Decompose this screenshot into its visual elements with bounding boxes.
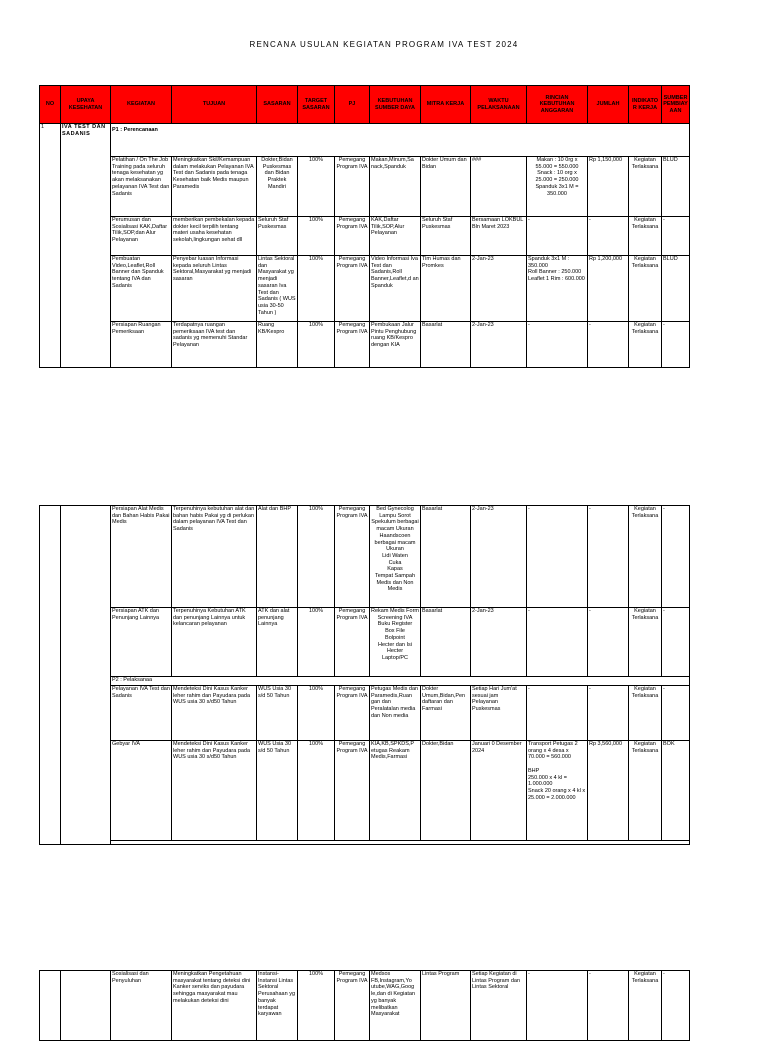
cell-kegiatan: Pembuatan Video,Leaflet,Roll Banner dan Spanduk tentang IVA dan Sadanis bbox=[111, 256, 172, 322]
cell-mitra: Seluruh Staf Puskesmas bbox=[421, 217, 471, 256]
cell-kegiatan: Persiapan Ruangan Pemeriksaan bbox=[111, 322, 172, 368]
cell-waktu: 2-Jan-23 bbox=[471, 322, 527, 368]
cell-tujuan: Mendeteksi Dini Kasus Kanker leher rahim dan Payudara pada WUS usia 30 s/d50 Tahun bbox=[172, 741, 257, 841]
cell-pj: Pemegang Program IVA bbox=[335, 217, 370, 256]
table-row bbox=[40, 157, 690, 217]
table-row bbox=[40, 608, 690, 677]
cell-tujuan: Terpenuhinya kebutuhan alat dan bahan habis Pakai yg di perlukan dalam pelayanan IVA Test dan Sadanis bbox=[172, 506, 257, 608]
cell-rincian: - bbox=[527, 506, 588, 608]
table-row bbox=[40, 217, 690, 256]
cell-kebutuhan: Pembukaan Jalur Pintu Penghubung ruang KB/Kespro dengan KIA bbox=[370, 322, 421, 368]
phase-label: P1 : Perencanaan bbox=[111, 124, 690, 157]
cell-target: 100% bbox=[298, 256, 335, 322]
cell-indikator: Kegiatan Terlaksana bbox=[629, 256, 662, 322]
phase-label: P2 : Pelaksanaa bbox=[111, 677, 690, 686]
cell-kebutuhan: Rekam Medis Form Screening IVA Buku Register Box File Bolpoint Hecter dan Isi Hecter Laptop/PC bbox=[370, 608, 421, 677]
cell-tujuan: Meningkatkan Skil/Kemampuan dalam melakukan Pelayanan IVA Test dan Sadanis pada tenaga Kesehatan baik Medis maupun Paramedis bbox=[172, 157, 257, 217]
cell-waktu: 2-Jan-23 bbox=[471, 506, 527, 608]
cell-rincian: Spanduk 3x1 M : 350.000 Roll Banner : 250.000 Leaflet 1 Rim : 600.000 bbox=[527, 256, 588, 322]
cell-sasaran: Instansi-Instansi Lintas Sektoral Perusahaan yg banyak terdapat karyawan bbox=[257, 971, 298, 1041]
cell-rincian: - bbox=[527, 971, 588, 1041]
cell-mitra: Lintas Program bbox=[421, 971, 471, 1041]
cell-tujuan: memberikan pembekalan kepada dokter kecil terpilih tentang materi usaha kesehatan sekolah,lingkungan sehat dll bbox=[172, 217, 257, 256]
cell-indikator: Kegiatan Terlaksana bbox=[629, 741, 662, 841]
cell-indikator: Kegiatan Terlaksana bbox=[629, 217, 662, 256]
cell-kebutuhan: Makan,Minum,Sa nack,Spanduk bbox=[370, 157, 421, 217]
cell-sasaran: Seluruh Staf Puskesmas bbox=[257, 217, 298, 256]
cell-kebutuhan: Petugas Medis dan Paramedis,Ruan gan dan Peralatalan media dan Non media bbox=[370, 686, 421, 741]
cell-sumber: - bbox=[662, 971, 690, 1041]
header-target: TARGET SASARAN bbox=[298, 86, 335, 124]
cell-mitra: Dokter Umum,Bidan,Pen daftaran dan Farmasi bbox=[421, 686, 471, 741]
upaya-kesehatan-empty bbox=[61, 506, 111, 845]
activity-table-page-2 bbox=[39, 505, 690, 845]
cell-waktu: ### bbox=[471, 157, 527, 217]
cell-jumlah: Rp 1,150,000 bbox=[588, 157, 629, 217]
cell-indikator: Kegiatan Terlaksana bbox=[629, 157, 662, 217]
cell-sumber: BOK bbox=[662, 741, 690, 841]
cell-target: 100% bbox=[298, 608, 335, 677]
cell-target: 100% bbox=[298, 157, 335, 217]
table-row bbox=[40, 741, 690, 841]
cell-tujuan: Mendeteksi Dini Kasus Kanker leher rahim dan Payudara pada WUS usia 30 s/d50 Tahun bbox=[172, 686, 257, 741]
cell-tujuan: Terdapatnya ruangan pemeriksaan IVA test dan sadanis yg memenuhi Standar Pelayanan bbox=[172, 322, 257, 368]
table-row bbox=[40, 971, 690, 1041]
cell-target: 100% bbox=[298, 322, 335, 368]
cell-waktu: Setiap Kegiatan di Lintas Program dan Lintas Sektoral bbox=[471, 971, 527, 1041]
cell-waktu: 2-Jan-23 bbox=[471, 256, 527, 322]
cell-pj: Pemegang Program IVA bbox=[335, 971, 370, 1041]
cell-pj: Pemegang Program IVA bbox=[335, 256, 370, 322]
cell-pj: Pemegang Program IVA bbox=[335, 157, 370, 217]
header-indikator: INDIKATOR KERJA bbox=[629, 86, 662, 124]
cell-rincian: Makan : 10 0rg x 55.000 = 550.000 Snack : 10 org x 25.000 = 250.000 Spanduk 3x1 M = 350.000 bbox=[527, 157, 588, 217]
table-row bbox=[40, 686, 690, 741]
cell-kebutuhan: Medsos FB,Instagram,Yo utube,WAG,Goog le,dan di Kegiatan yg banyak melibatkan Masyarakat bbox=[370, 971, 421, 1041]
cell-mitra: Dokter Umum dan Bidan bbox=[421, 157, 471, 217]
cell-kegiatan: Pelatihan / On The Job Training pada seluruh tenaga kesehatan yg akan melaksanakan pelayanan IVA Test dan Sadanis bbox=[111, 157, 172, 217]
header-no: NO bbox=[40, 86, 61, 124]
cell-target: 100% bbox=[298, 217, 335, 256]
cell-jumlah: - bbox=[588, 686, 629, 741]
cell-kebutuhan: Bed Gynecolog Lampu Sorot Spekulum berbagai macam Ukuran Haandscoen berbagai macam Ukuran Lidi Waten Cuka Kapas Tempat Sampah Medis dan Non Medis bbox=[370, 506, 421, 608]
cell-sumber: BLUD bbox=[662, 256, 690, 322]
cell-tujuan: Penyebar luasan Informasi kepada seluruh Lintas Sektoral,Masyarakat yg menjadi sasaran bbox=[172, 256, 257, 322]
cell-sasaran: Dokter,Bidan Puskesmas dan Bidan Praktek Mandiri bbox=[257, 157, 298, 217]
cell-pj: Pemegang Program IVA bbox=[335, 506, 370, 608]
cell-kegiatan: Perumusan dan Sosialisasi KAK,Daftar Tilik,SOP,dan Alur Pelayanan bbox=[111, 217, 172, 256]
cell-kegiatan: Persiapan ATK dan Penunjang Lainnya bbox=[111, 608, 172, 677]
cell-mitra: Basarlat bbox=[421, 322, 471, 368]
cell-rincian: Transport Petugas 2 orang x 4 desa x 70.000 = 560.000 BHP 250.000 x 4 kl = 1.000.000 Snack 20 orang x 4 kl x 25.000 = 2.000.000 bbox=[527, 741, 588, 841]
cell-kegiatan: Gebyar IVA bbox=[111, 741, 172, 841]
cell-jumlah: - bbox=[588, 608, 629, 677]
row-number-empty bbox=[40, 971, 61, 1041]
cell-sasaran: Ruang KB/Kespro bbox=[257, 322, 298, 368]
header-jumlah: JUMLAH bbox=[588, 86, 629, 124]
cell-jumlah: - bbox=[588, 971, 629, 1041]
cell-kebutuhan: KAK,Daftar Tilik,SOP,Alur Pelayanan bbox=[370, 217, 421, 256]
cell-waktu: Bersamaan LOKBUL Bln Maret 2023 bbox=[471, 217, 527, 256]
cell-pj: Pemegang Program IVA bbox=[335, 741, 370, 841]
cell-indikator: Kegiatan Terlaksana bbox=[629, 971, 662, 1041]
cell-mitra: Basarlat bbox=[421, 506, 471, 608]
cell-jumlah: - bbox=[588, 322, 629, 368]
cell-sumber: BLUD bbox=[662, 157, 690, 217]
upaya-kesehatan-empty bbox=[61, 971, 111, 1041]
table-row bbox=[40, 256, 690, 322]
table-row bbox=[40, 506, 690, 608]
cell-waktu: 2-Jan-23 bbox=[471, 608, 527, 677]
cell-mitra: Tim Humas dan Promkes bbox=[421, 256, 471, 322]
cell-pj: Pemegang Program IVA bbox=[335, 608, 370, 677]
cell-sumber: - bbox=[662, 686, 690, 741]
header-sasaran: SASARAN bbox=[257, 86, 298, 124]
document-title: RENCANA USULAN KEGIATAN PROGRAM IVA TEST 2024 bbox=[249, 40, 519, 49]
cell-rincian: - bbox=[527, 322, 588, 368]
cell-waktu: Setiap Hari Jum'at sesuai jam Pelayanan Puskesmas bbox=[471, 686, 527, 741]
cell-kebutuhan: Video Informasi Iva Test dan Sadanis,Roll Banner,Leaflet,d an Spanduk bbox=[370, 256, 421, 322]
header-mitra: MITRA KERJA bbox=[421, 86, 471, 124]
header-tujuan: TUJUAN bbox=[172, 86, 257, 124]
cell-jumlah: Rp 3,560,000 bbox=[588, 741, 629, 841]
cell-pj: Pemegang Program IVA bbox=[335, 686, 370, 741]
cell-sasaran: WUS Usia 30 s/d 50 Tahun bbox=[257, 686, 298, 741]
empty-row bbox=[40, 841, 690, 845]
cell-target: 100% bbox=[298, 686, 335, 741]
cell-mitra: Dokter,Bidan bbox=[421, 741, 471, 841]
cell-sasaran: WUS Usia 30 s/d 50 Tahun bbox=[257, 741, 298, 841]
cell-waktu: Januari 0 Desember 2024 bbox=[471, 741, 527, 841]
cell-indikator: Kegiatan Terlaksana bbox=[629, 322, 662, 368]
cell-sumber: - bbox=[662, 608, 690, 677]
empty-cell bbox=[111, 841, 690, 845]
cell-target: 100% bbox=[298, 741, 335, 841]
phase-row bbox=[40, 124, 690, 157]
cell-rincian: - bbox=[527, 686, 588, 741]
cell-jumlah: Rp 1,200,000 bbox=[588, 256, 629, 322]
cell-mitra: Basarlat bbox=[421, 608, 471, 677]
header-sumber: SUMBER PEMBIAYAAN bbox=[662, 86, 690, 124]
cell-sasaran: Alat dan BHP bbox=[257, 506, 298, 608]
cell-kegiatan: Persiapan Alat Medis dan Bahan Habis Pakai Medis bbox=[111, 506, 172, 608]
cell-tujuan: Meningkatkan Pengetahuan masyarakat tentang deteksi dini Kanker serviks dan payudara sehingga masyarakat mau melakukan deteksi dini bbox=[172, 971, 257, 1041]
header-waktu: WAKTU PELAKSANAAN bbox=[471, 86, 527, 124]
cell-sumber: - bbox=[662, 506, 690, 608]
header-rincian: RINCIAN KEBUTUHAN ANGGARAN bbox=[527, 86, 588, 124]
cell-rincian: - bbox=[527, 217, 588, 256]
activity-table-page-1 bbox=[39, 85, 690, 368]
header-upaya: UPAYA KESEHATAN bbox=[61, 86, 111, 124]
table-row bbox=[40, 322, 690, 368]
header-kebutuhan: KEBUTUHAN SUMBER DAYA bbox=[370, 86, 421, 124]
cell-indikator: Kegiatan Terlaksana bbox=[629, 608, 662, 677]
cell-tujuan: Terpenuhinya Kebutuhan ATK dan penunjang Lainnya untuk kelancaran pelayanan bbox=[172, 608, 257, 677]
cell-sumber: - bbox=[662, 217, 690, 256]
activity-table-page-3 bbox=[39, 970, 690, 1041]
upaya-kesehatan: IVA TEST DAN SADANIS bbox=[61, 124, 111, 368]
cell-sasaran: Lintas Sektoral dan Masyarakat yg menjadi sasaran Iva Test dan Sadanis ( WUS usia 30-50 Tahun ) bbox=[257, 256, 298, 322]
cell-target: 100% bbox=[298, 506, 335, 608]
cell-sumber: - bbox=[662, 322, 690, 368]
cell-kegiatan: Sosialisasi dan Penyuluhan bbox=[111, 971, 172, 1041]
header-pj: PJ bbox=[335, 86, 370, 124]
row-number: 1 bbox=[40, 124, 61, 368]
cell-jumlah: - bbox=[588, 217, 629, 256]
row-number-empty bbox=[40, 506, 61, 845]
cell-target: 100% bbox=[298, 971, 335, 1041]
cell-kegiatan: Pelayanan IVA Test dan Sadanis bbox=[111, 686, 172, 741]
cell-pj: Pemegang Program IVA bbox=[335, 322, 370, 368]
cell-indikator: Kegiatan Terlaksana bbox=[629, 686, 662, 741]
header-row bbox=[40, 86, 690, 124]
cell-sasaran: ATK dan alat penunjang Lainnya bbox=[257, 608, 298, 677]
header-kegiatan: KEGIATAN bbox=[111, 86, 172, 124]
cell-rincian: - bbox=[527, 608, 588, 677]
cell-jumlah: - bbox=[588, 506, 629, 608]
phase-row bbox=[40, 677, 690, 686]
cell-kebutuhan: KIA,KB,SPKDS,P etugas Reakam Medis,Farmasi bbox=[370, 741, 421, 841]
cell-indikator: Kegiatan Terlaksana bbox=[629, 506, 662, 608]
